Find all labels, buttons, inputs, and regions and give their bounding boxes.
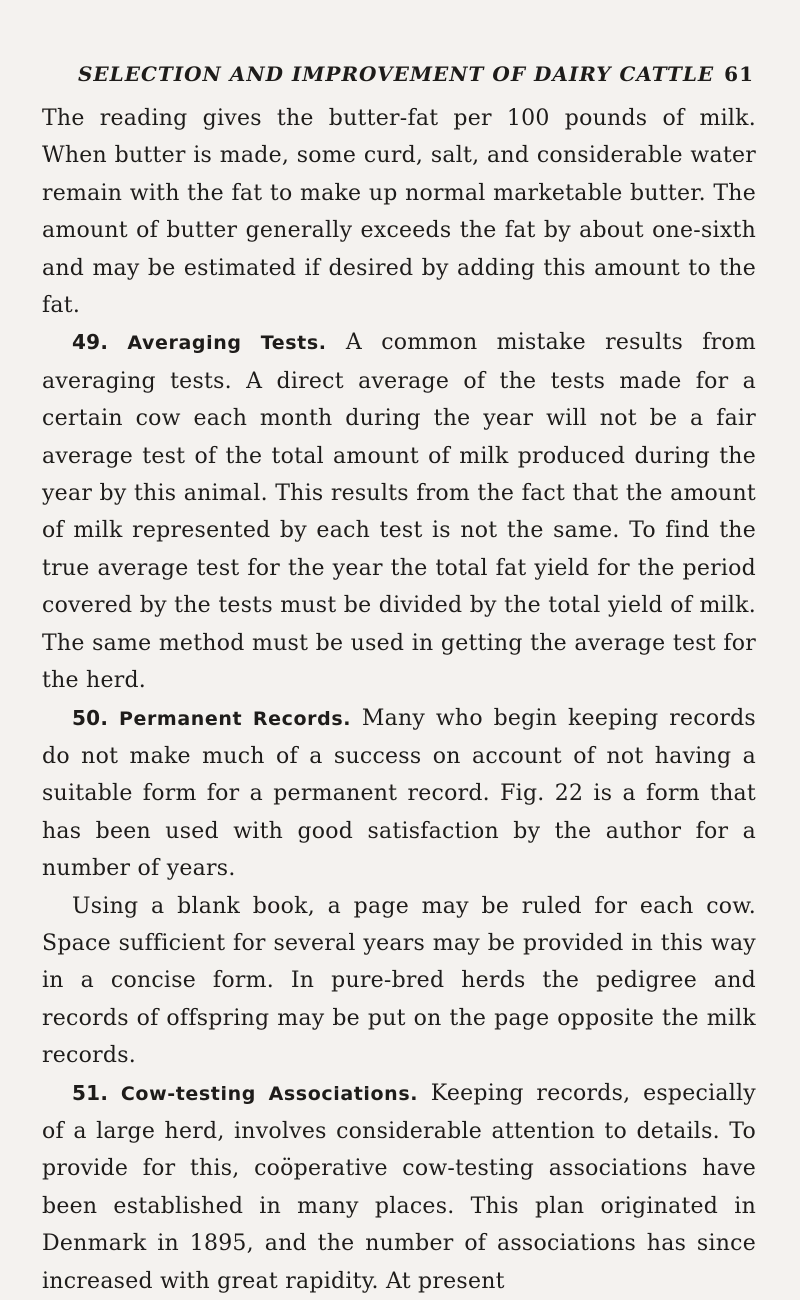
- running-header: [42, 62, 756, 86]
- page-number: 61: [724, 62, 754, 86]
- section-number: 49.: [72, 330, 109, 355]
- running-title: SELECTION AND IMPROVEMENT OF DAIRY CATTLE: [77, 62, 715, 86]
- section-text: Many who begin keeping records do not make much of a success on account of not having a suitable form for a permanent record. Fig. 22 is a form that has been used with good satisfaction by the author for a number of years.: [42, 705, 756, 882]
- section-title: Averaging Tests.: [127, 332, 327, 355]
- section-50-permanent-records: [42, 700, 756, 888]
- section-51-cow-testing-associations: [42, 1075, 756, 1300]
- section-49-averaging-tests: [42, 324, 756, 699]
- section-text: Keeping records, especially of a large herd, involves considerable attention to details. To provide for this, coöperative cow-testing associations have been established in many places. This plan originated in Denmark in 1895, and the number of associations has since increased with great rapidity. At present: [42, 1080, 756, 1294]
- section-number: 51.: [72, 1080, 109, 1105]
- book-page: [42, 62, 756, 1300]
- section-title: Permanent Records.: [118, 707, 352, 730]
- section-text: A common mistake results from averaging tests. A direct average of the tests made for a certain cow each month during the year will not be a fair average test of the total amount of milk produced during the year by this animal. This results from the fact that the amount of milk represented by each test is not the same. To find the true average test for the year the total fat yield for the period covered by the tests must be divided by the total yield of milk. The same method must be used in getting the average test for the herd.: [42, 330, 756, 694]
- section-title: Cow-testing Associations.: [120, 1082, 419, 1105]
- paragraph-blank-book: Using a blank book, a page may be ruled for each cow. Space sufficient for several years may be provided in this way in a concise form. In pure-bred herds the pedigree and records of offspring may be put on the page opposite the milk records.: [42, 893, 756, 1069]
- paragraph-butter-fat: The reading gives the butter-fat per 100 pounds of milk. When butter is made, some curd, salt, and considerable water remain with the fat to make up normal marketable butter. The amount of butter generally exceeds the fat by about one-sixth and may be estimated if desired by adding this amount to the fat.: [42, 106, 756, 319]
- section-number: 50.: [72, 705, 109, 730]
- body-text: [42, 100, 756, 1300]
